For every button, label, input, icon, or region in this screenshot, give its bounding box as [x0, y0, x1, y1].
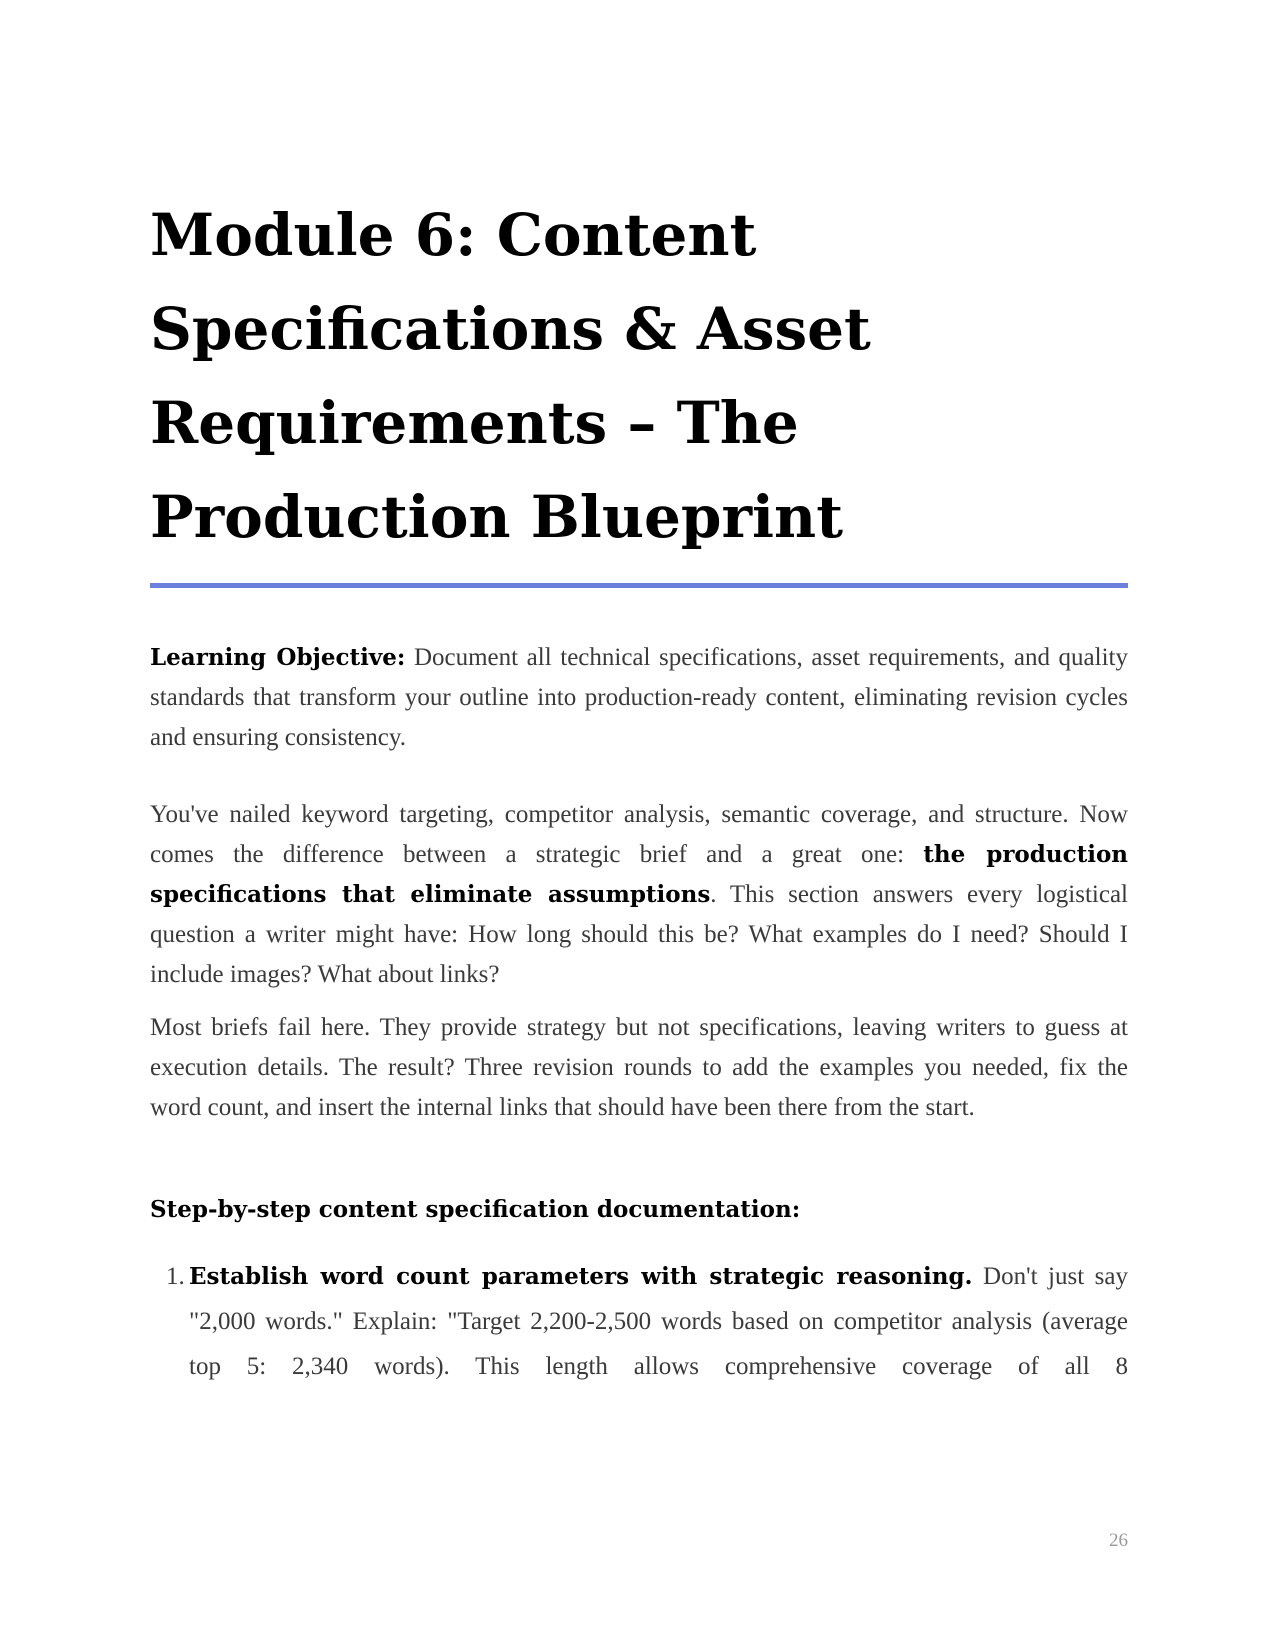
list-item-body: Don't just say "2,000 words." Explain: "Target 2,200-2,500 words based on competitor analysis (average top 5: 2,340 words). This length allows comprehensive coverage of all 8	[189, 1263, 1128, 1380]
intro-paragraph	[150, 795, 1128, 995]
page-title: Module 6: Content Specifications & Asset Requirements – The Production Blueprint	[150, 201, 871, 551]
intro-bold-phrase: the production specifications that eliminate assumptions	[150, 841, 1129, 908]
learning-objective-label: Learning Objective:	[150, 644, 406, 671]
problem-paragraph: Most briefs fail here. They provide strategy but not specifications, leaving writers to guess at execution details. The result? Three revision rounds to add the examples you needed, fix the word count, and insert the internal links that should have been there from the start.	[150, 1014, 1128, 1121]
page-number: 26	[1109, 1530, 1128, 1551]
list-item-number: 1.	[166, 1263, 185, 1290]
list-item-text	[189, 1254, 1128, 1389]
steps-heading-text: Step-by-step content specification documentation:	[150, 1196, 801, 1223]
title-divider	[150, 583, 1128, 588]
learning-objective-text: Document all technical specifications, asset requirements, and quality standards that transform your outline into production-ready content, eliminating revision cycles and ensuring consistency.	[150, 644, 1128, 751]
learning-objective-paragraph	[150, 638, 1128, 758]
list-item-bold: Establish word count parameters with strategic reasoning.	[189, 1263, 973, 1290]
intro-text-before: You've nailed keyword targeting, competitor analysis, semantic coverage, and structure. Now comes the difference between a strategic brief and a great one:	[150, 801, 1128, 868]
intro-text-after: . This section answers every logistical question a writer might have: How long should this be? What examples do I need? Should I include images? What about links?	[150, 881, 1128, 988]
steps-heading	[150, 1190, 1128, 1232]
